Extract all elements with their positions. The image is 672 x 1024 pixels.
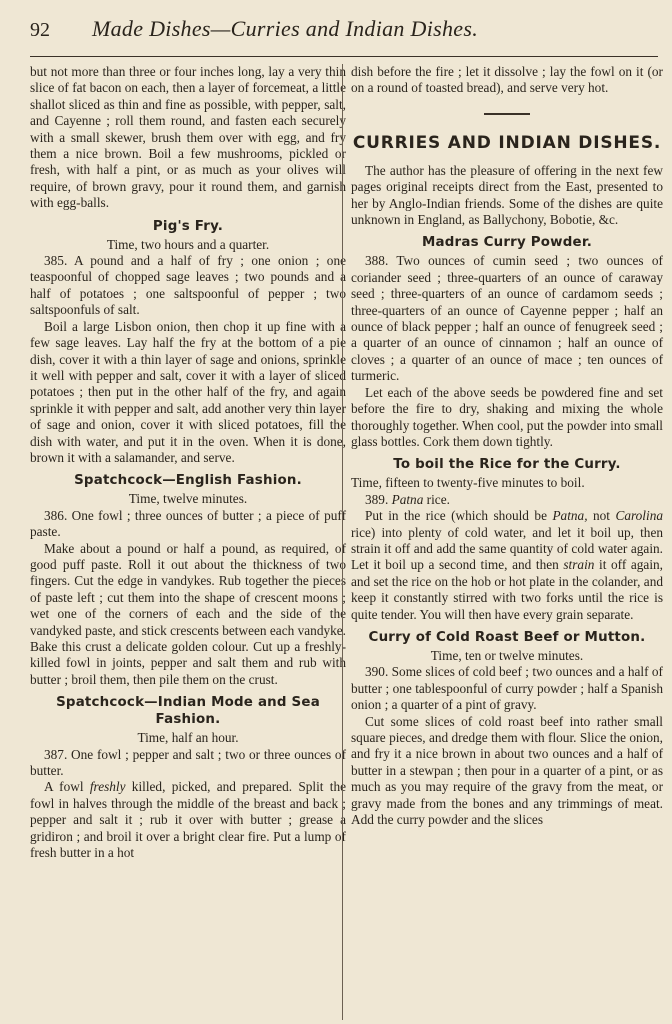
recipe-ingredients: 386. One fowl ; three ounces of butter ; a piece of puff paste.: [30, 507, 346, 540]
recipe-method: Cut some slices of cold roast beef into rather small square pieces, and dredge them with flour. Slice the onion, and fry it a nice brown in about two ounces and a half of butter in a stewpan ; then pour in a quarter of a pint, or as much as you may require of the gravy from the meat, or gravy made from the bones and any trimmings of meat. Add the curry powder and the slices: [351, 713, 663, 828]
recipe-method: Boil a large Lisbon onion, then chop it up fine with a few sage leaves. Lay half the fry at the bottom of a pie dish, cover it with a thin layer of sage and onions, sprinkle it well with pepper and salt, cover it with a layer of sliced potatoes ; then put in the other half of the fry, and again sprinkle it with pepper and salt, add another very thin layer of sage and onion, cover it with sliced potatoes, fill the dish with water, and put it in the oven. When it is done, brown it with a salamander, and serve.: [30, 318, 346, 465]
recipe-time: Time, two hours and a quarter.: [106, 236, 270, 252]
recipe-title-cold-beef: Curry of Cold Roast Beef or Mutton.: [368, 629, 646, 645]
header-rule: [30, 56, 658, 57]
recipe-time: Time, half an hour.: [137, 730, 239, 746]
section-title: CURRIES AND INDIAN DISHES.: [352, 132, 662, 153]
ingredients-text: 389.: [365, 491, 392, 507]
recipe-time: Time, ten or twelve minutes.: [430, 647, 584, 663]
recipe-title-spatchcock-english: Spatchcock—English Fashion.: [74, 473, 302, 489]
method-text: Put in the rice (which should be: [365, 508, 553, 524]
method-text: it off again, and set the rice on the hob or hot plate in the colander, and keep it constantly stirred with two forks until the rice is quite tender. You will then have every grain separate.: [351, 557, 663, 622]
method-emphasis: Carolina: [615, 508, 663, 524]
recipe-title-pigs-fry: Pig's Fry.: [152, 218, 224, 234]
method-text: not: [587, 508, 616, 524]
recipe-ingredients: 387. One fowl ; pepper and salt ; two or three ounces of butter.: [30, 746, 346, 779]
section-rule: [484, 113, 530, 115]
recipe-ingredients: 390. Some slices of cold beef ; two ounces and a half of butter ; one tablespoonful of curry powder ; half a Spanish onion ; a quarter of a pint of gravy.: [351, 664, 663, 713]
recipe-time: Time, twelve minutes.: [128, 491, 248, 507]
section-intro: The author has the pleasure of offering in the next few pages original receipts direct from the East, presented to her by Anglo-Indian friends. Some of the dishes are quite unknown in England, as Ballychony, Bobotie, &c.: [351, 162, 663, 228]
recipe-ingredients: 388. Two ounces of cumin seed ; two ounces of coriander seed ; three-quarters of an ounce of caraway seed ; three-quarters of an ounce of cardamom seeds ; three-quarters of an ounce of Cayenne pepper ; half an ounce of black pepper ; half an ounce of fenugreek seed ; a quarter of an ounce of cinnamon ; half an ounce of cloves ; a quarter of an ounce of mace ; ten ounces of turmeric.: [351, 253, 663, 384]
method-emphasis: freshly: [89, 779, 126, 795]
running-title: Made Dishes—Curries and Indian Dishes.: [92, 16, 479, 41]
method-text: A fowl: [44, 779, 90, 795]
recipe-ingredients: [351, 492, 663, 508]
column-divider: [342, 64, 343, 1020]
ingredients-emphasis: Patna: [391, 491, 424, 507]
ingredients-text: rice.: [423, 491, 450, 507]
recipe-title-rice: To boil the Rice for the Curry.: [393, 457, 621, 473]
recipe-method: [351, 508, 663, 623]
left-column: [30, 64, 346, 861]
method-text: killed, picked, and prepared. Split the fowl in halves through the middle of the breast and back ; pepper and salt it ; rub it over with butter ; grease a gridiron ; and broil it over a bright clear fire. Put a lump of fresh butter in a hot: [30, 779, 346, 861]
page-header: [30, 16, 650, 56]
continued-paragraph: dish before the fire ; let it dissolve ; lay the fowl on it (or on a round of toasted bread), and serve very hot.: [351, 64, 663, 96]
recipe-method: [30, 779, 346, 861]
right-column: [351, 64, 663, 828]
recipe-time: Time, fifteen to twenty-five minutes to boil.: [351, 475, 585, 491]
continued-paragraph: but not more than three or four inches long, lay a very thin slice of fat bacon on each, then a layer of forcemeat, a little shallot sliced as thin and fine as possible, with pepper, salt, and Cayenne ; roll them round, and fasten each securely with a small skewer, brush them over with egg, and fry them a nice brown. Boil a few mushrooms, pickled or fresh, with half a pint, or as much as your olives will require, of brown gravy, pour it round them, and garnish with egg-balls.: [30, 64, 346, 211]
method-emphasis: strain: [563, 557, 595, 573]
recipe-method: Make about a pound or half a pound, as required, of good puff paste. Roll it out about the thickness of two fingers. Cut the edge in vandykes. Rub together the pieces of paste left ; cut them into the shape of crescent moons ; wet one of the corners of each and the side of the vandyked paste, and stick crescents between each vandyke. Bake this crust a delicate golden colour. Cut up a freshly-killed fowl in joints, pepper and salt them and rub with butter ; broil them, then pile them on the crust.: [30, 540, 346, 687]
recipe-title-spatchcock-indian: Spatchcock—Indian Mode and Sea Fashion.: [56, 695, 320, 728]
recipe-title-madras: Madras Curry Powder.: [421, 235, 592, 251]
page-number: 92: [30, 19, 50, 41]
recipe-ingredients: 385. A pound and a half of fry ; one onion ; one teaspoonful of chopped sage leaves ; two pounds and a half of potatoes ; one saltspoonful of pepper ; two saltspoonfuls of salt.: [30, 253, 346, 318]
method-text: rice) into plenty of cold water, and let it boil up, then strain it off and add the same quantity of cold water again. Let it boil up a second time, and then: [351, 524, 663, 573]
recipe-method: Let each of the above seeds be powdered fine and set before the fire to dry, shaking and mixing the whole thoroughly together. When cool, put the powder into small glass bottles. Cork them down tightly.: [351, 384, 663, 449]
method-emphasis: Patna,: [552, 508, 588, 524]
